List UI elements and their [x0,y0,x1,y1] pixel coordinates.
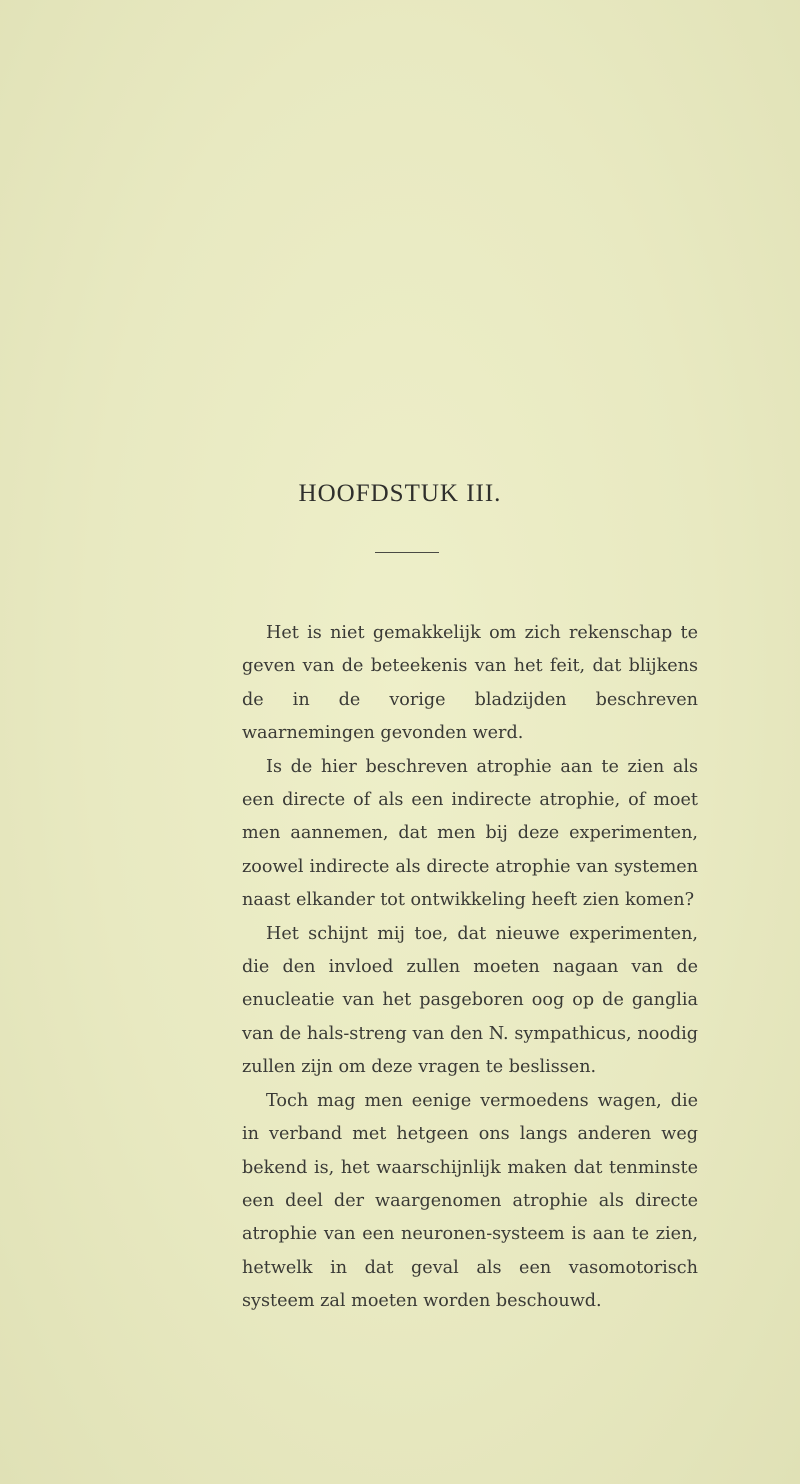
chapter-title: HOOFDSTUK III. [298,480,502,507]
title-divider-rule [375,552,439,553]
paragraph-4: Toch mag men eenige vermoedens wagen, die in verband met hetgeen ons langs anderen weg bekend is, het waarschijnlijk maken dat tenminste een deel der waargenomen atrophie als directe atrophie van een neuronen-systeem is aan te zien, hetwelk in dat geval als een vasomotorisch systeem zal moeten worden beschouwd. [242,1090,698,1312]
paragraph-1: Het is niet gemakkelijk om zich rekenschap te geven van de beteekenis van het feit, dat blijkens de in de vorige bladzijden beschreven waarnemingen gevonden werd. [242,623,698,744]
chapter-body [242,617,698,1319]
paragraph-3: Het schijnt mij toe, dat nieuwe experimenten, die den invloed zullen moeten nagaan van de enucleatie van het pasgeboren oog op de ganglia van de hals-streng van den N. sympathicus, noodig zullen zijn om deze vragen te beslissen. [242,923,698,1078]
paragraph-2: Is de hier beschreven atrophie aan te zien als een directe of als een indirecte atrophie, of moet men aannemen, dat men bij deze experimenten, zoowel indirecte als directe atrophie van systemen naast elkander tot ontwikkeling heeft zien komen? [242,756,698,911]
